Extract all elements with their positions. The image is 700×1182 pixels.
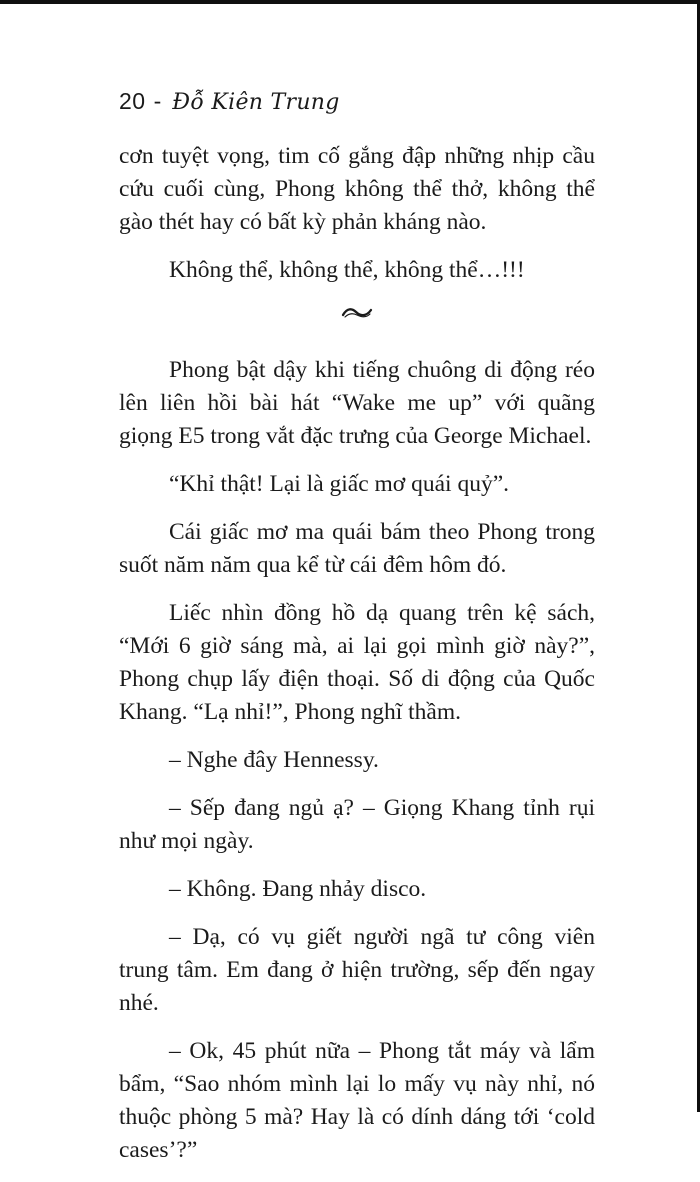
top-border: [0, 0, 700, 4]
header-separator: -: [153, 88, 162, 114]
running-header: [119, 88, 340, 115]
dialogue-line: – Sếp đang ngủ ạ? – Giọng Khang tỉnh rụi như mọi ngày.: [119, 795, 595, 854]
author-name: Đỗ Kiên Trung: [172, 90, 340, 115]
dialogue-line: – Nghe đây Hennessy.: [169, 747, 379, 773]
page-body: [119, 140, 595, 1182]
dialogue-line: – Dạ, có vụ giết người ngã tư công viên trung tâm. Em đang ở hiện trường, sếp đến ngay nhé.: [119, 924, 595, 1016]
paragraph: Phong bật dậy khi tiếng chuông di động réo lên liên hồi bài hát “Wake me up” với quãng giọng E5 trong vắt đặc trưng của George Michael.: [119, 357, 595, 449]
page-number: 20: [119, 88, 146, 114]
dialogue-line: – Không. Đang nhảy disco.: [169, 876, 427, 902]
paragraph: Liếc nhìn đồng hồ dạ quang trên kệ sách, “Mới 6 giờ sáng mà, ai lại gọi mình giờ này?”, Phong chụp lấy điện thoại. Số di động của Quốc Khang. “Lạ nhỉ!”, Phong nghĩ thầm.: [119, 600, 595, 725]
paragraph: Không thể, không thể, không thể…!!!: [169, 257, 525, 283]
tilde-ornament-icon: [341, 306, 373, 320]
dialogue-line: – Ok, 45 phút nữa – Phong tắt máy và lẩm bẩm, “Sao nhóm mình lại lo mấy vụ này nhỉ, nó thuộc phòng 5 mà? Hay là có dính dáng tới ‘cold cases’?”: [119, 1038, 595, 1163]
paragraph: Cái giấc mơ ma quái bám theo Phong trong suốt năm năm qua kể từ cái đêm hôm đó.: [119, 519, 595, 578]
section-break: [119, 300, 595, 336]
paragraph: cơn tuyệt vọng, tim cố gắng đập những nhịp cầu cứu cuối cùng, Phong không thể thở, không thể gào thét hay có bất kỳ phản kháng nào.: [119, 143, 595, 235]
paragraph: “Khỉ thật! Lại là giấc mơ quái quỷ”.: [169, 471, 510, 497]
